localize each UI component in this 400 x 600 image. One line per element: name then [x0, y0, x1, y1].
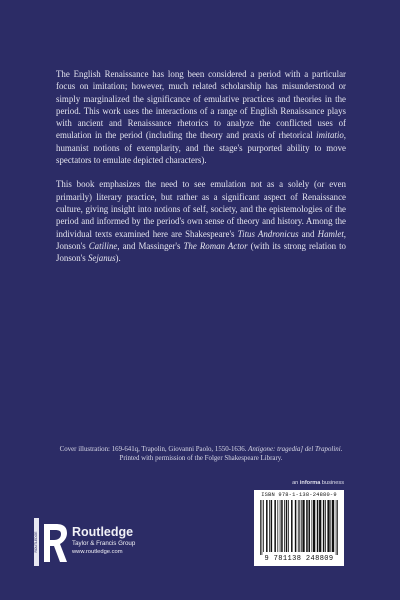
barcode-bar: [286, 500, 288, 552]
barcode-bar: [284, 500, 285, 552]
barcode-bar: [269, 500, 270, 552]
blurb-work-title: Hamlet: [317, 228, 344, 239]
barcode-bar: [274, 500, 276, 552]
barcode-bar: [277, 500, 278, 552]
barcode-bar: [295, 500, 297, 552]
blurb-text: , and Massinger's: [117, 240, 184, 251]
barcode-bar: [301, 500, 302, 552]
barcode-bar: [298, 500, 299, 552]
barcode-bar: [288, 500, 289, 552]
barcode-bar: [281, 500, 283, 552]
blurb-paragraph-2: [56, 178, 346, 264]
blurb-text: This book emphasizes the need to see emulation not as a solely (or even primarily) literary practice, but rather as a significant aspect of Renaissance culture, giving insight into notions of self, society, and the epistemologies of the period and informed by the period's own sense of theory and history. Among the individual texts examined here are Shakespeare's: [56, 179, 346, 239]
blurb-text: (with its strong relation to Jonson's: [56, 240, 346, 264]
credit-text: . Printed with permission of the Folger Shakespeare Library.: [119, 446, 343, 463]
cover-illustration-credit: [56, 445, 346, 463]
barcode-bar: [263, 500, 264, 552]
blurb-paragraph-1: [56, 68, 346, 166]
informa-prefix: an: [292, 480, 300, 486]
informa-business-label: [292, 480, 344, 486]
blurb-work-title: Sejanus: [87, 253, 116, 264]
barcode-bar: [332, 500, 334, 552]
barcode-bar: [313, 500, 315, 552]
logo-vertical-text: ROUTLEDGE: [34, 531, 39, 553]
informa-suffix: business: [320, 480, 344, 486]
barcode-bar: [302, 500, 304, 552]
isbn-barcode: [254, 490, 344, 566]
barcode-bar: [323, 500, 325, 552]
barcode-bar: [330, 500, 331, 552]
blurb-text: , Jonson's: [56, 228, 347, 251]
barcode-bar: [271, 500, 273, 552]
barcode-bar: [319, 500, 321, 552]
barcode-bar: [262, 500, 263, 555]
blurb-text: ).: [115, 253, 121, 264]
blurb-text: The English Renaissance has long been considered a period with a particular focus on imitation; however, much related scholarship has misunderstood or simply marginalized the significance of emulative practices and theories in the period. This work uses the interactions of a range of English Renaissance plays with ancient and Renaissance rhetorics to analyze the conflicted uses of emulation in the period (including the theory and praxis of rhetorical: [56, 69, 346, 141]
barcode-bar: [327, 500, 329, 552]
blurb: [56, 68, 346, 276]
barcode-bar: [308, 500, 310, 552]
publisher-info: [72, 525, 135, 556]
blurb-text: , humanist notions of exemplarity, and the stage's purported ability to move spectators to emulate depicted characters).: [56, 130, 346, 166]
barcode-bar: [291, 500, 293, 552]
blurb-italic-term: imitatio: [316, 130, 344, 141]
barcode-bar: [280, 500, 281, 552]
barcode-bar: [260, 500, 261, 555]
publisher-name: Routledge: [72, 525, 134, 539]
credit-title: Antigone: tragedia] del Trapolini: [248, 446, 341, 453]
barcode-bar: [317, 500, 319, 552]
barcode-bar: [337, 500, 338, 555]
blurb-work-title: The Roman Actor: [183, 240, 248, 251]
barcode-bars: [260, 500, 338, 555]
credit-text: Cover illustration: 169-641q, Trapolin, Giovanni Paolo, 1550-1636.: [59, 446, 249, 453]
barcode-bar: [312, 500, 313, 552]
blurb-work-title: Catiline: [88, 240, 118, 251]
publisher-group: Taylor & Francis Group: [72, 540, 136, 547]
routledge-logo-icon: [34, 518, 68, 571]
barcode-bar: [266, 500, 268, 552]
barcode-bar: [299, 500, 300, 552]
barcode-bar: [325, 500, 326, 552]
informa-brand: informa: [299, 480, 321, 486]
isbn-digits: 9 781138 248809: [264, 555, 334, 563]
blurb-work-title: Titus Andronicus: [237, 228, 299, 239]
barcode-bar: [306, 500, 308, 552]
publisher-url[interactable]: www.routledge.com: [72, 549, 123, 555]
barcode-bar: [336, 500, 337, 555]
isbn-label: ISBN 978-1-138-24880-9: [261, 492, 337, 498]
blurb-text: and: [298, 228, 318, 239]
